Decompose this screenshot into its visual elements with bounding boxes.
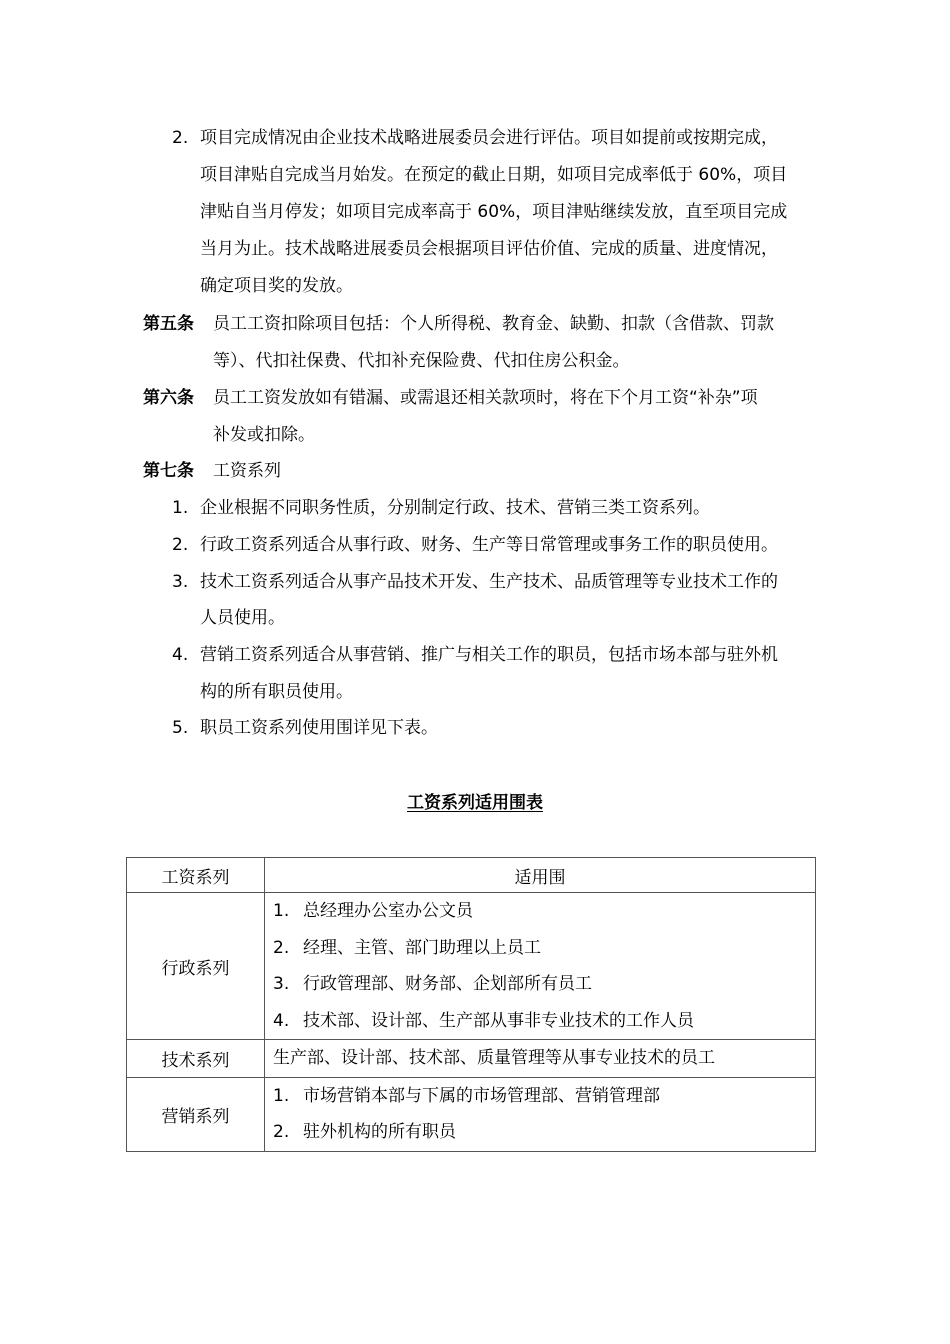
header-series: 工资系列 [127, 858, 265, 893]
table-row [127, 1040, 816, 1078]
article7-item-text: 职员工资系列使用围详见下表。 [200, 718, 438, 738]
article7 [143, 459, 281, 483]
scope-item [273, 893, 815, 930]
article6-text: 员工工资发放如有错漏、或需退还相关款项时，将在下个月工资“补杂”项 [213, 388, 758, 408]
article7-item-3-line-2: 人员使用。 [200, 608, 285, 628]
article7-item-2 [172, 533, 778, 557]
salary-series-table [126, 857, 816, 1152]
scope-item [273, 1003, 815, 1040]
article5-line-2: 等）、代扣社保费、代扣补充保险费、代扣住房公积金。 [213, 351, 630, 371]
item2-line-5: 确定项目奖的发放。 [200, 276, 353, 296]
scope-item-number: 1. [273, 901, 290, 921]
scope-item-number: 1. [273, 1085, 290, 1106]
scope-item-text: 行政管理部、财务部、企划部所有员工 [303, 974, 592, 994]
article7-item-number: 5. [172, 718, 189, 738]
item2-text: 项目完成情况由企业技术战略进展委员会进行评估。项目如提前或按期完成， [200, 128, 778, 148]
scope-item-number: 2. [273, 937, 290, 958]
article7-item-number: 4. [172, 645, 189, 665]
article7-item-5 [172, 716, 438, 740]
scope-cell [265, 1077, 816, 1151]
article6 [143, 386, 758, 410]
article6-label: 第六条 [143, 388, 194, 408]
article7-title: 工资系列 [213, 461, 281, 481]
article5 [143, 312, 774, 336]
scope-item-text: 总经理办公室办公文员 [303, 901, 473, 921]
article6-line-2: 补发或扣除。 [213, 425, 315, 445]
scope-cell [265, 1040, 816, 1078]
header-scope: 适用围 [265, 858, 816, 893]
article7-item-3 [172, 570, 778, 594]
article7-item-text: 行政工资系列适合从事行政、财务、生产等日常管理或事务工作的职员使用。 [200, 535, 778, 555]
item2-number: 2. [172, 128, 189, 148]
series-name: 行政系列 [127, 893, 265, 1040]
scope-item [273, 966, 815, 1003]
scope-item-text: 生产部、设计部、技术部、质量管理等从事专业技术的员工 [273, 1048, 715, 1068]
item2-line-2: 项目津贴自完成当月始发。在预定的截止日期，如项目完成率低于 60%，项目 [200, 165, 788, 185]
scope-item [273, 1078, 815, 1115]
item2-line-1 [172, 126, 778, 150]
table-row [127, 893, 816, 1040]
article7-item-1 [172, 496, 710, 520]
scope-item-text: 技术部、设计部、生产部从事非专业技术的工作人员 [303, 1010, 694, 1031]
item2-line-3: 津贴自当月停发；如项目完成率高于 60%，项目津贴继续发放，直至项目完成 [200, 202, 788, 222]
article7-item-text: 营销工资系列适合从事营销、推广与相关工作的职员，包括市场本部与驻外机 [200, 645, 778, 665]
article5-label: 第五条 [143, 314, 194, 334]
article7-label: 第七条 [143, 461, 194, 481]
scope-item-text: 市场营销本部与下属的市场管理部、营销管理部 [303, 1085, 660, 1106]
item2-line-4: 当月为止。技术战略进展委员会根据项目评估价值、完成的质量、进度情况， [200, 239, 778, 259]
scope-item-text: 经理、主管、部门助理以上员工 [303, 937, 541, 958]
scope-item-number: 2. [273, 1122, 290, 1142]
scope-item [273, 930, 815, 967]
article5-text: 员工工资扣除项目包括：个人所得税、教育金、缺勤、扣款（含借款、罚款 [213, 314, 774, 334]
scope-item [273, 1114, 815, 1151]
series-name: 营销系列 [127, 1077, 265, 1151]
article7-item-text: 企业根据不同职务性质，分别制定行政、技术、营销三类工资系列。 [200, 498, 710, 518]
table-title: 工资系列适用围表 [407, 793, 543, 813]
article7-item-number: 3. [172, 572, 189, 592]
scope-item-number: 3. [273, 974, 290, 994]
scope-item-text: 驻外机构的所有职员 [303, 1122, 456, 1142]
article7-item-number: 1. [172, 498, 189, 518]
scope-cell [265, 893, 816, 1040]
scope-item-number: 4. [273, 1010, 290, 1031]
series-name: 技术系列 [127, 1040, 265, 1078]
article7-item-4-line-2: 构的所有职员使用。 [200, 682, 353, 702]
article7-item-text: 技术工资系列适合从事产品技术开发、生产技术、品质管理等专业技术工作的 [200, 572, 778, 592]
article7-item-number: 2. [172, 535, 189, 555]
table-header-row [127, 858, 816, 893]
table-row [127, 1077, 816, 1151]
article7-item-4 [172, 643, 778, 667]
